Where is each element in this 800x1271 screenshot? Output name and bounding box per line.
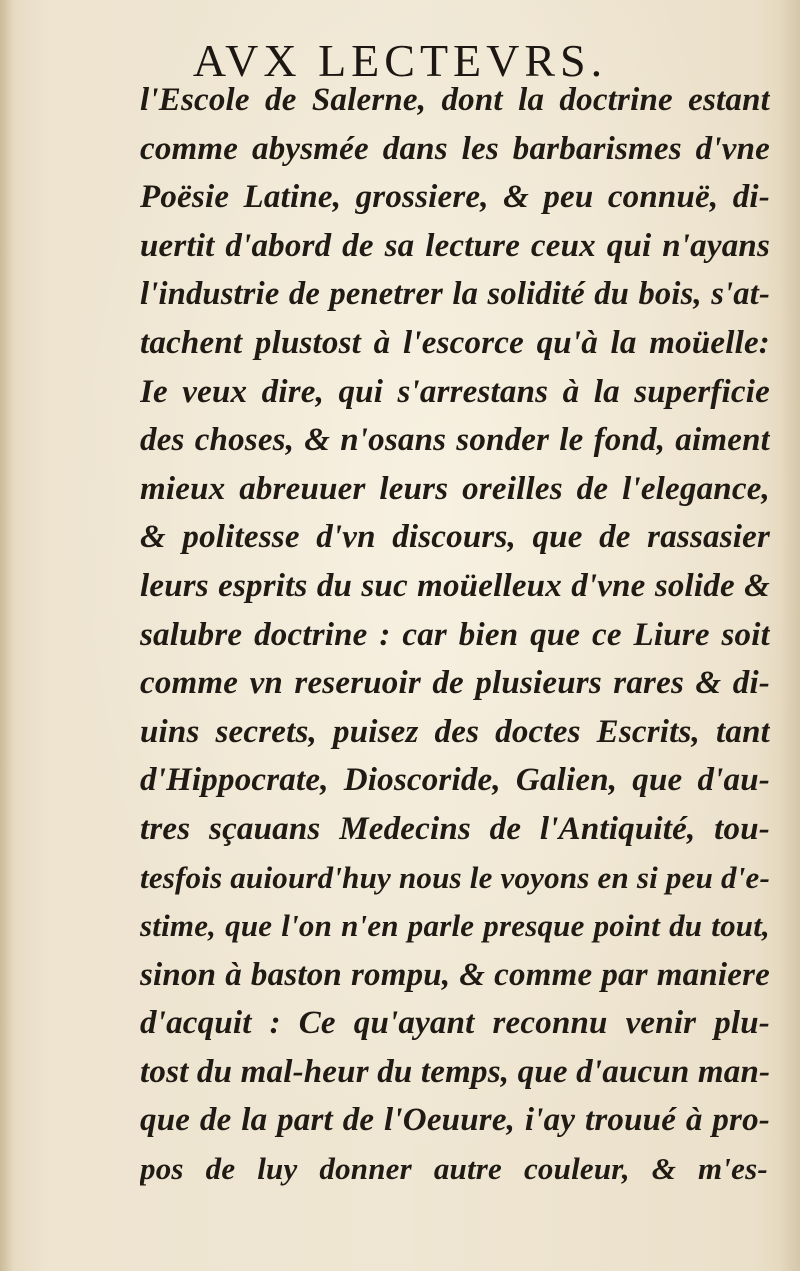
text-line: l'industrie de penetrer la solidité du bois, s'at- (140, 276, 770, 313)
page-edge-shadow (780, 0, 800, 1271)
text-line: Poësie Latine, grossiere, & peu connuë, di- (140, 179, 770, 216)
text-line: d'Hippocrate, Dioscoride, Galien, que d'au- (140, 762, 770, 799)
text-line: l'Escole de Salerne, dont la doctrine estant (140, 82, 770, 118)
text-line: des choses, & n'osans sonder le fond, aiment (140, 422, 770, 459)
text-line: stime, que l'on n'en parle presque point du tout, (140, 908, 770, 944)
text-line: comme vn reseruoir de plusieurs rares & di- (140, 665, 770, 702)
page-gutter (0, 0, 14, 1271)
text-line: tesfois auiourd'huy nous le voyons en si peu d'e- (140, 859, 770, 895)
text-line: leurs esprits du suc moüelleux d'vne solide & (140, 567, 770, 604)
text-line: sinon à baston rompu, & comme par maniere (140, 956, 770, 993)
text-line: Ie veux dire, qui s'arrestans à la superficie (140, 373, 770, 410)
running-head: AVX LECTEVRS. (192, 35, 608, 86)
text-line: uertit d'abord de sa lecture ceux qui n'ayans (140, 227, 770, 264)
text-line: tachent plustost à l'escorce qu'à la moüelle: (140, 324, 770, 361)
text-line: salubre doctrine : car bien que ce Liure soit (140, 616, 770, 653)
text-line: pos de luy donner autre couleur, & m'es- (140, 1151, 768, 1187)
text-line: & politesse d'vn discours, que de rassasier (140, 519, 770, 556)
text-line: comme abysmée dans les barbarismes d'vne (140, 130, 770, 167)
text-line: uins secrets, puisez des doctes Escrits, tant (140, 713, 770, 750)
text-line: tost du mal-heur du temps, que d'aucun man- (140, 1053, 770, 1090)
text-line: d'acquit : Ce qu'ayant reconnu venir plu- (140, 1005, 770, 1042)
text-line: mieux abreuuer leurs oreilles de l'elegance, (140, 470, 770, 507)
body-text (140, 76, 770, 1194)
text-line: tres sçauans Medecins de l'Antiquité, tou- (140, 810, 770, 847)
text-line: que de la part de l'Oeuure, i'ay trouué à pro- (140, 1102, 770, 1139)
